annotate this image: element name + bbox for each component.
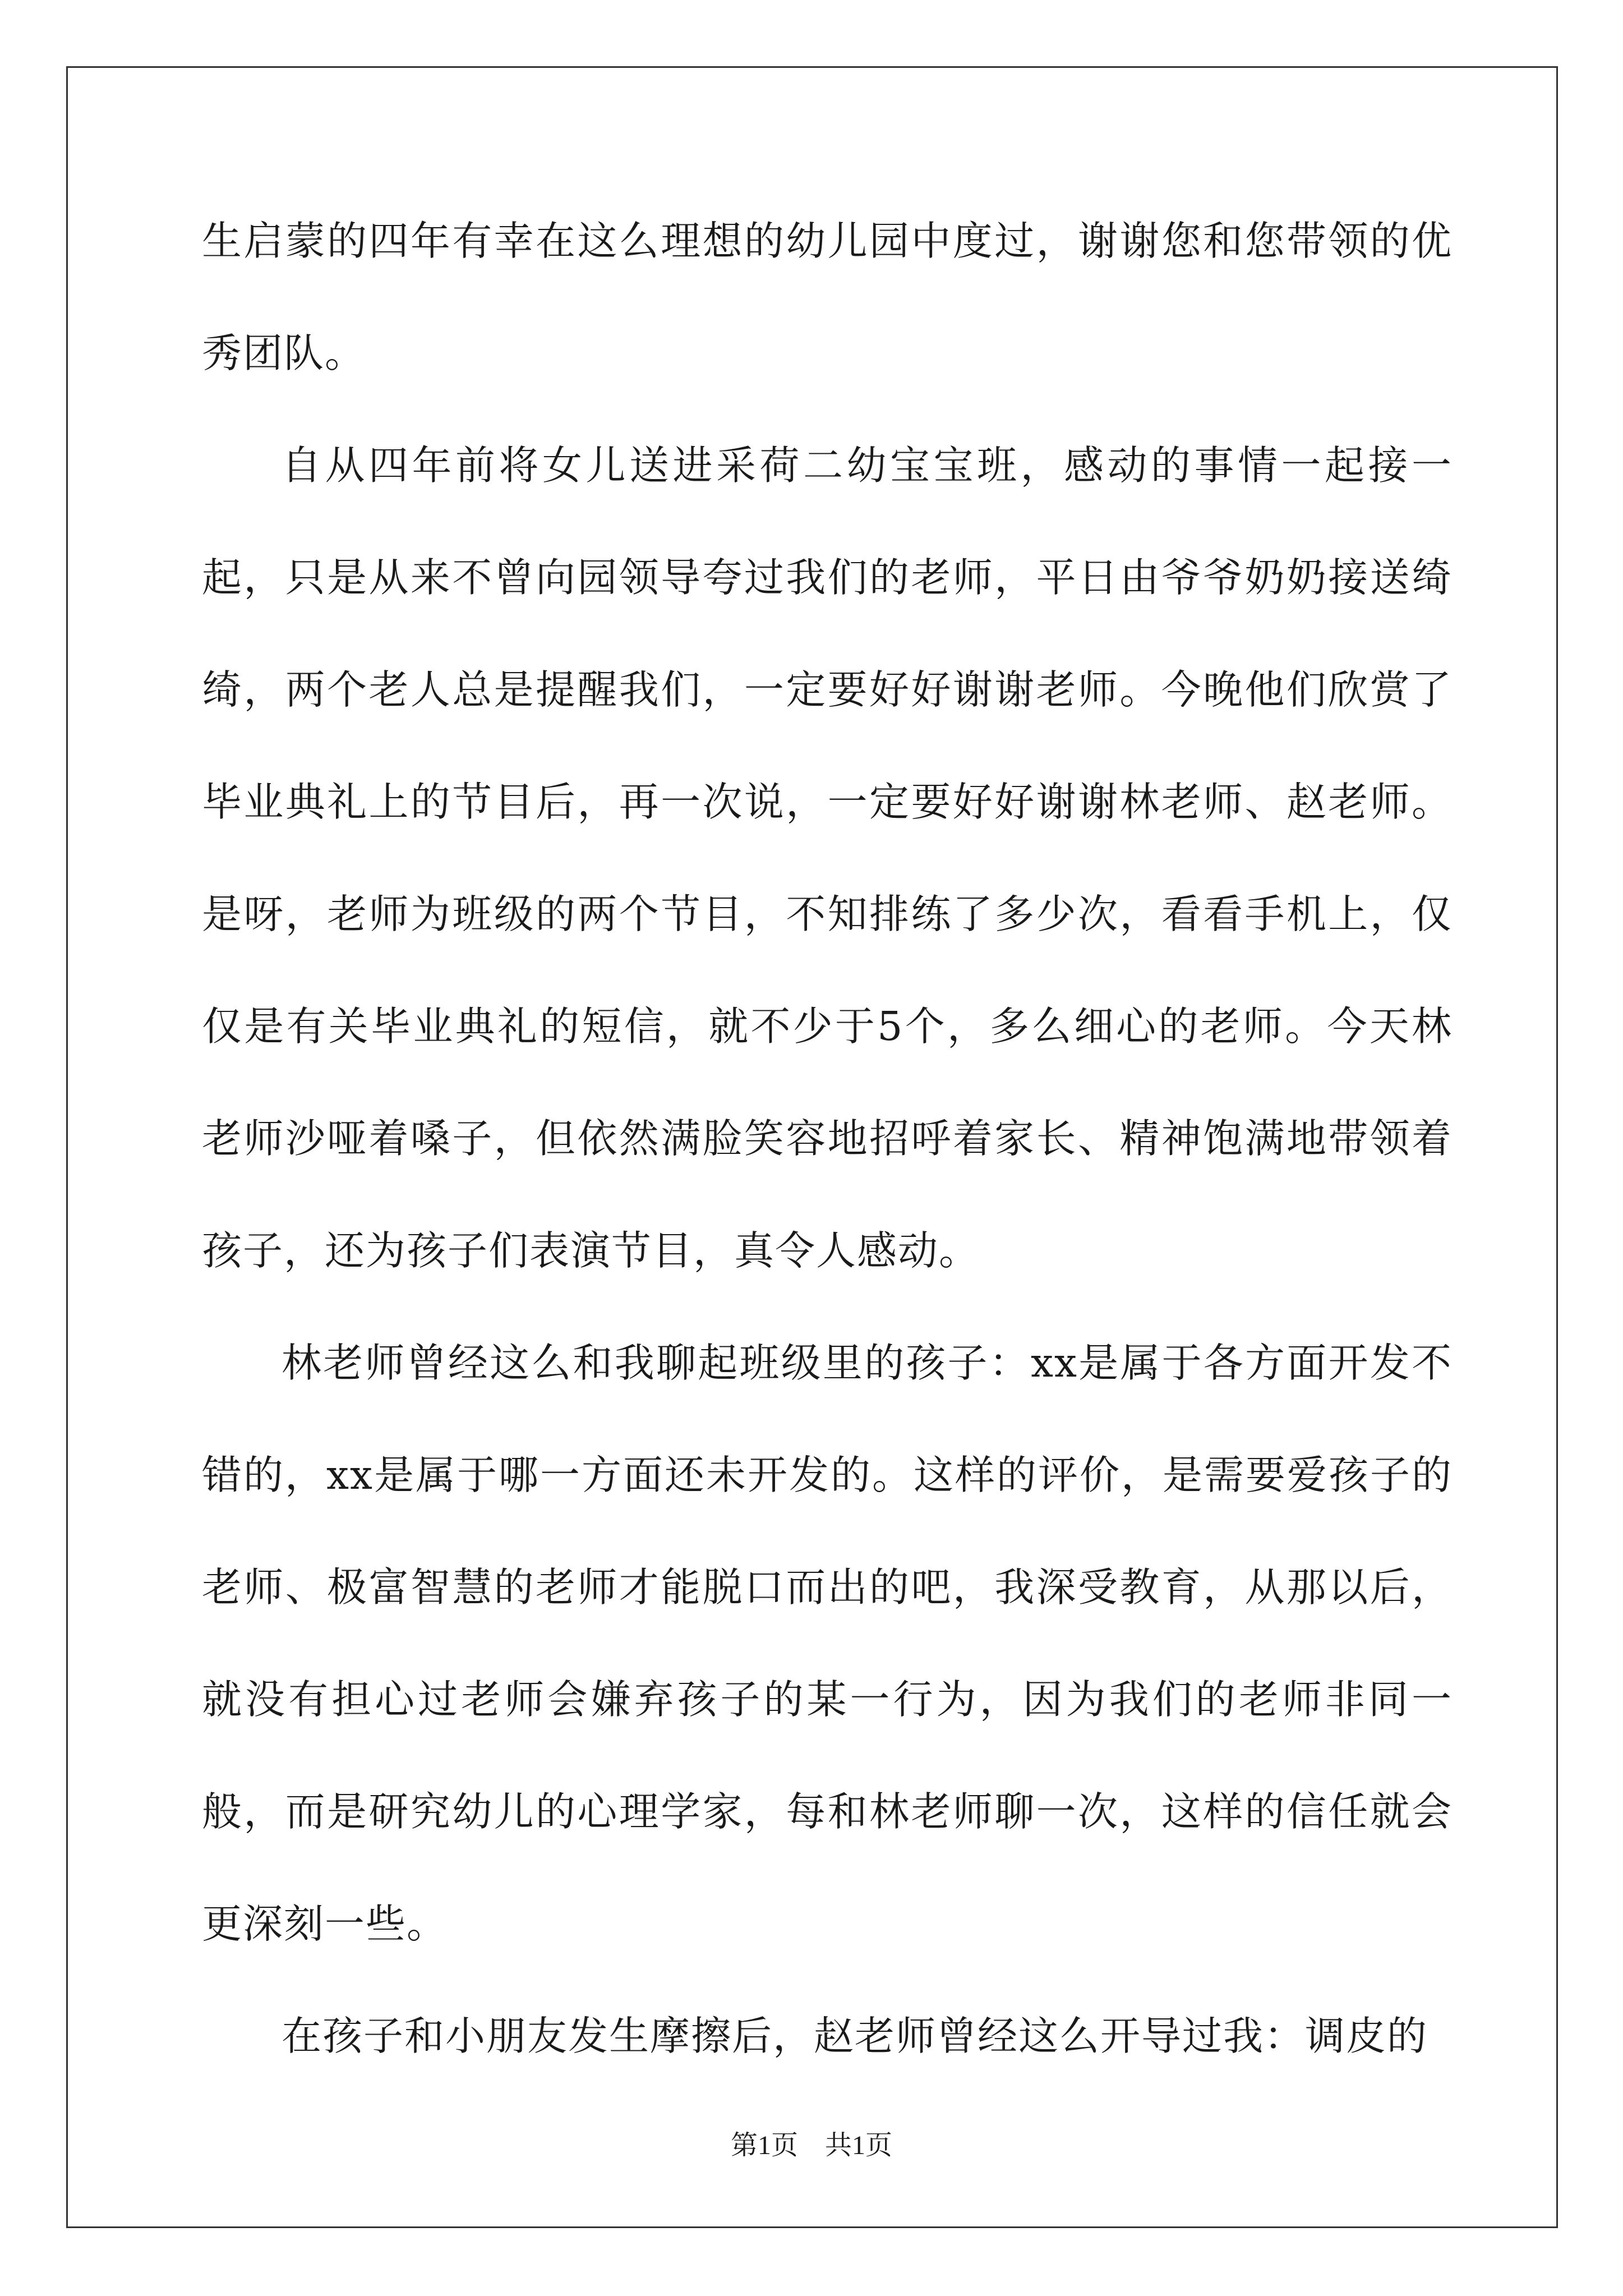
paragraph-4: 在孩子和小朋友发生摩擦后，赵老师曾经这么开导过我：调皮的 <box>282 2013 1428 2059</box>
paragraph-2: 自从四年前将女儿送进采荷二幼宝宝班，感动的事情一起接一起，只是从来不曾向园领导夸过我们的老师，平日由爷爷奶奶接送绮绮，两个老人总是提醒我们，一定要好好谢谢老师。今晚他们欣赏了毕业典礼上的节目后，再一次说，一定要好好谢谢林老师、赵老师。是呀，老师为班级的两个节目，不知排练了多少次，看看手机上，仅仅是有关毕业典礼的短信，就不少于5个，多么细心的老师。今天林老师沙哑着嗓子，但依然满脸笑容地招呼着家长、精神饱满地带领着孩子，还为孩子们表演节目，真令人感动。 <box>202 442 1453 1274</box>
page-number-footer: 第1页 共1页 <box>730 2131 892 2160</box>
paragraph-3: 林老师曾经这么和我聊起班级里的孩子：xx是属于各方面开发不错的，xx是属于哪一方面还未开发的。这样的评价，是需要爱孩子的老师、极富智慧的老师才能脱口而出的吧，我深受教育，从那以后，就没有担心过老师会嫌弃孩子的某一行为，因为我们的老师非同一般，而是研究幼儿的心理学家，每和林老师聊一次，这样的信任就会更深刻一些。 <box>202 1340 1453 1947</box>
paragraph-1: 生启蒙的四年有幸在这么理想的幼儿园中度过，谢谢您和您带领的优秀团队。 <box>202 218 1453 376</box>
document-body <box>202 185 1453 2092</box>
